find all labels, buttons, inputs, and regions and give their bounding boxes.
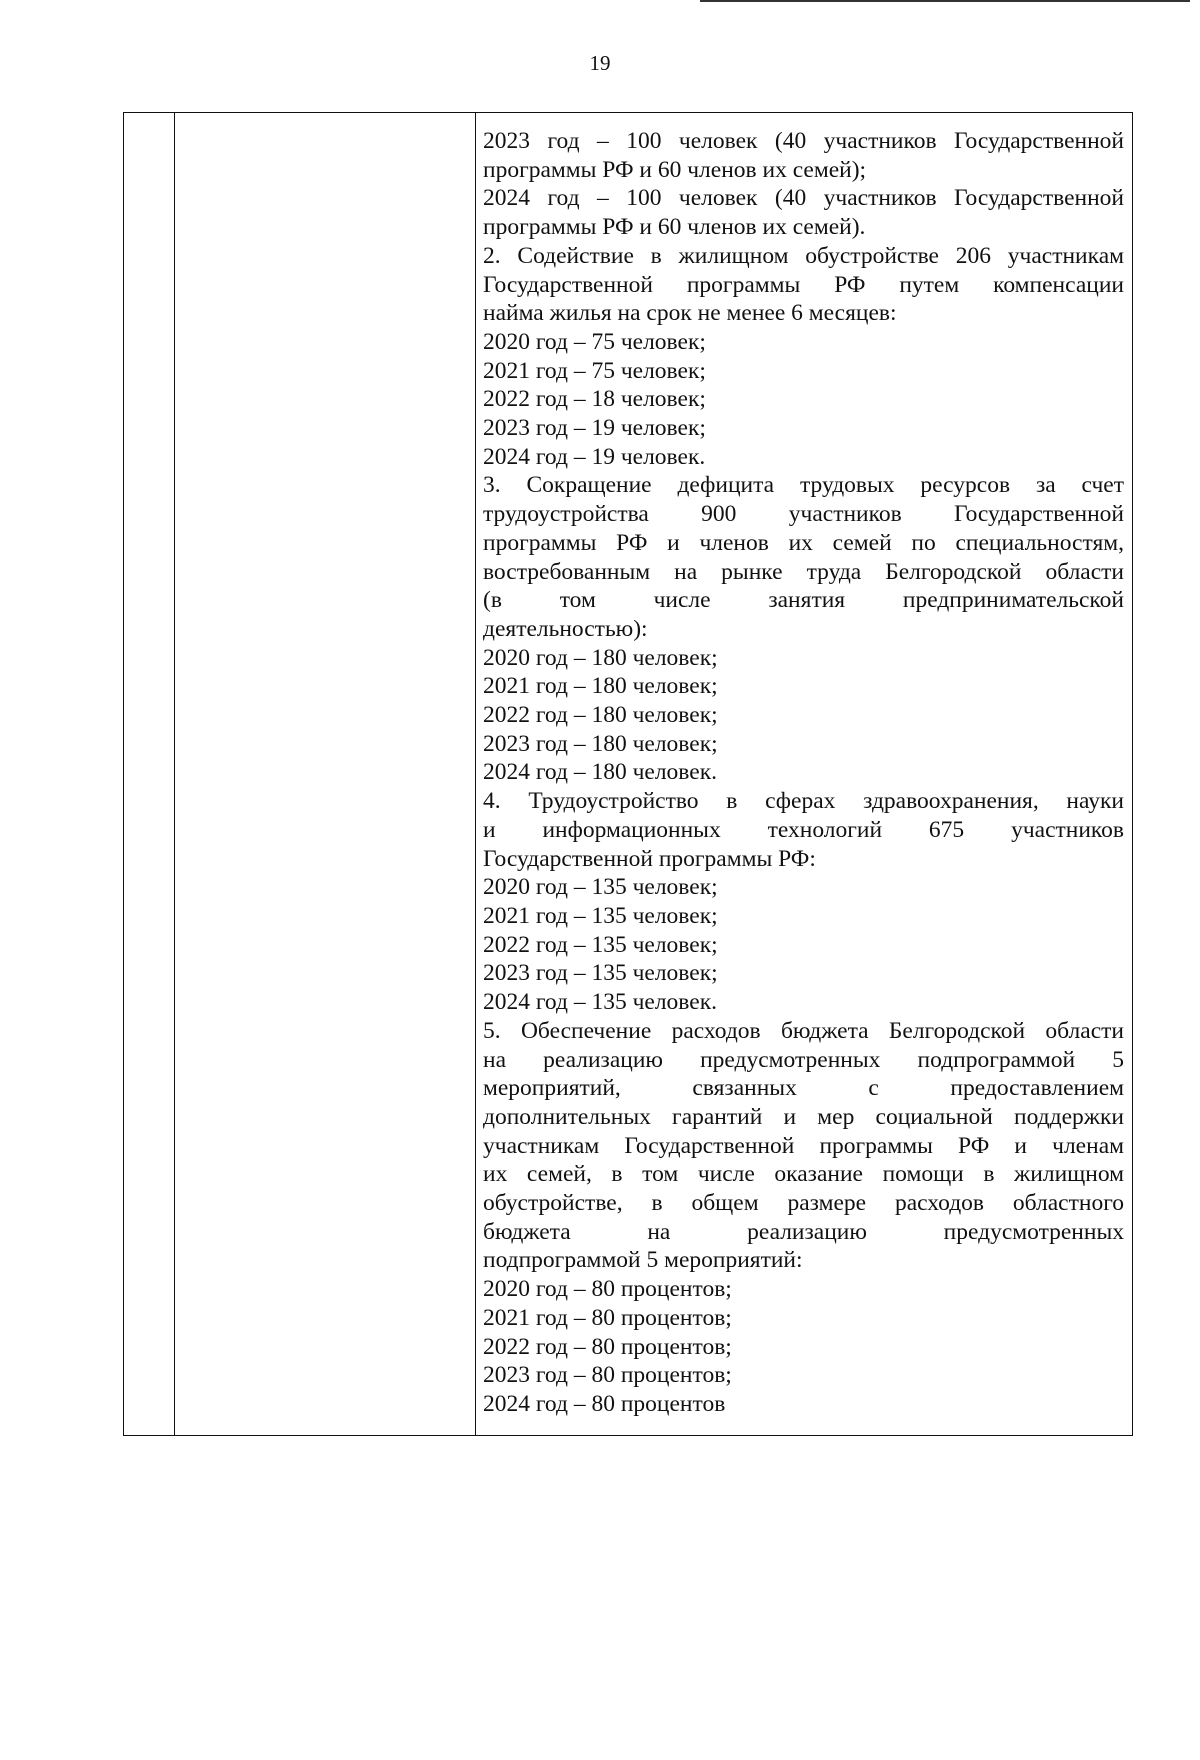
text-line: 2022 год – 80 процентов; — [483, 1333, 732, 1360]
text-line: 2022 год – 18 человек; — [483, 386, 706, 413]
program-table — [123, 112, 1133, 1436]
text-line: 4. Трудоустройство в сферах здравоохранения, науки — [483, 788, 1124, 815]
page-number: 19 — [589, 51, 611, 75]
text-line: мероприятий, связанных с предоставлением — [483, 1075, 1124, 1102]
text-line: 2023 год – 100 человек (40 участников Государственной — [483, 128, 1124, 154]
text-line: 2021 год – 180 человек; — [483, 673, 718, 700]
text-line: на реализацию предусмотренных подпрограммой 5 — [483, 1046, 1124, 1073]
text-line: обустройстве, в общем размере расходов областного — [483, 1190, 1124, 1217]
text-line: 2020 год – 80 процентов; — [483, 1276, 732, 1303]
text-line: 2024 год – 19 человек. — [483, 443, 706, 470]
text-line: востребованным на рынке труда Белгородской области — [483, 558, 1124, 585]
text-line: программы РФ и 60 членов их семей); — [483, 156, 867, 183]
text-line: найма жилья на срок не менее 6 месяцев: — [483, 300, 897, 327]
top-edge-rule — [700, 0, 1190, 2]
text-line: 2024 год – 100 человек (40 участников Государственной — [483, 185, 1124, 212]
text-line: 2023 год – 135 человек; — [483, 960, 718, 987]
text-line: программы РФ и 60 членов их семей). — [483, 214, 866, 241]
text-line: 2023 год – 80 процентов; — [483, 1362, 732, 1389]
text-line: 2020 год – 135 человек; — [483, 874, 718, 901]
text-line: Государственной программы РФ: — [483, 845, 816, 872]
text-line: 2024 год – 135 человек. — [483, 989, 717, 1016]
text-line: 2021 год – 75 человек; — [483, 357, 706, 384]
text-line: трудоустройства 900 участников Государственной — [483, 501, 1124, 528]
text-line: 2022 год – 135 человек; — [483, 931, 718, 958]
text-line: подпрограммой 5 мероприятий: — [483, 1247, 803, 1274]
text-line: 2021 год – 135 человек; — [483, 902, 718, 929]
text-line: 2021 год – 80 процентов; — [483, 1304, 732, 1331]
text-line: Государственной программы РФ путем компенсации — [483, 271, 1124, 298]
text-line: и информационных технологий 675 участников — [483, 816, 1124, 843]
text-line: 5. Обеспечение расходов бюджета Белгородской области — [483, 1017, 1124, 1044]
text-line: 2. Содействие в жилищном обустройстве 206 участникам — [483, 242, 1124, 269]
text-line: 2020 год – 180 человек; — [483, 644, 718, 671]
text-line: дополнительных гарантий и мер социальной поддержки — [483, 1103, 1124, 1130]
text-line: 2022 год – 180 человек; — [483, 702, 718, 729]
text-line: 2023 год – 180 человек; — [483, 730, 718, 757]
text-line: бюджета на реализацию предусмотренных — [483, 1218, 1124, 1245]
table-cell-label — [175, 113, 476, 1436]
table-row — [124, 113, 1133, 1436]
text-line: программы РФ и членов их семей по специальностям, — [483, 529, 1124, 556]
indicator-text — [476, 113, 1132, 1427]
text-line: участникам Государственной программы РФ и членам — [483, 1132, 1124, 1159]
text-line: 2020 год – 75 человек; — [483, 328, 706, 355]
text-line: 3. Сокращение дефицита трудовых ресурсов за счет — [483, 472, 1124, 499]
text-line: 2024 год – 180 человек. — [483, 759, 717, 786]
text-line: 2023 год – 19 человек; — [483, 415, 706, 442]
text-line: 2024 год – 80 процентов — [483, 1390, 726, 1417]
text-line: деятельностью): — [483, 615, 648, 642]
text-line: их семей, в том числе оказание помощи в жилищном — [483, 1161, 1124, 1188]
table-cell-number — [124, 113, 175, 1436]
table-cell-content — [476, 113, 1133, 1436]
text-line: (в том числе занятия предпринимательской — [483, 587, 1124, 614]
